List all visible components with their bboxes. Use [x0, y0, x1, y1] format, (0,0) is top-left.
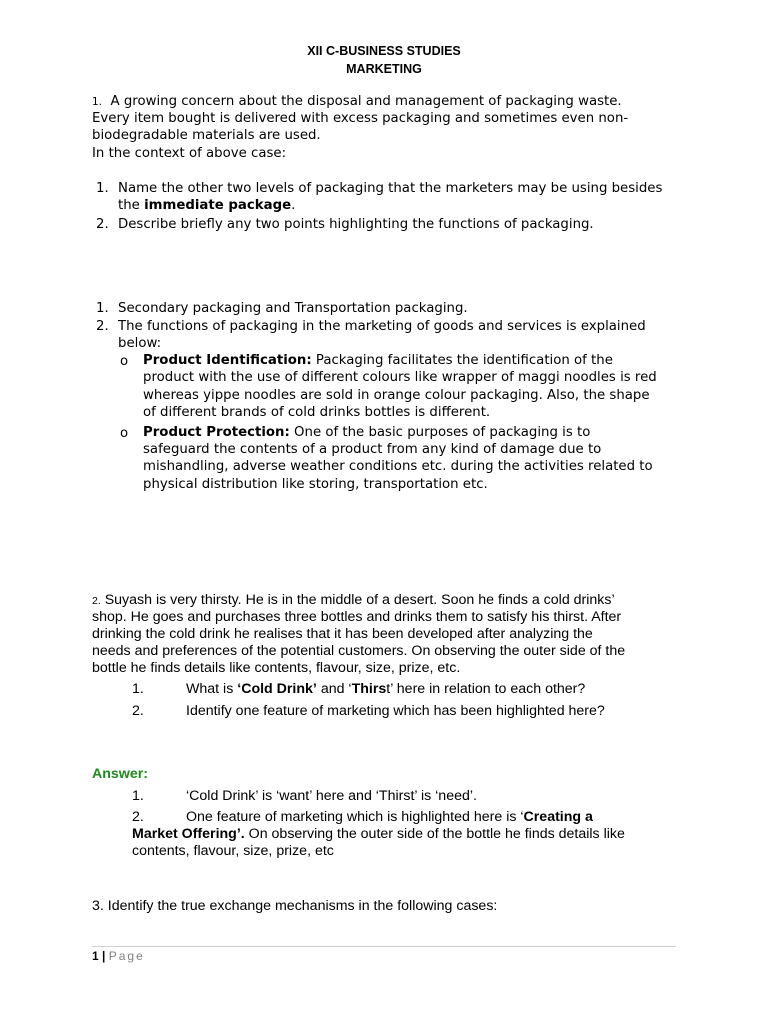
q1-intro-line-1: 1. A growing concern about the disposal and management of packaging waste.	[92, 94, 622, 109]
q1-number: 1.	[92, 96, 103, 108]
bullet-1-line-4: of different brands of cold drinks bottles is different.	[143, 405, 491, 420]
q1-question-2-line-1: Describe briefly any two points highlighting the functions of packaging.	[118, 217, 594, 232]
q2-line-3: drinking the cold drink he realises that it has been developed after analyzing the	[92, 626, 593, 642]
q2-answer-1-text: ‘Cold Drink’ is ‘want’ here and ‘Thirst’ is ‘need’.	[186, 788, 477, 804]
q1-intro-line-2: Every item bought is delivered with excess packaging and sometimes even non-	[92, 111, 629, 126]
footer-divider	[92, 946, 676, 947]
q2-line-2: shop. He goes and purchases three bottles and drinks them to satisfy his thirst. After	[92, 609, 622, 625]
q2-sub-1-text: What is ‘Cold Drink’ and ‘Thirst’ here in relation to each other?	[186, 681, 586, 697]
q1-answer-2-number: 2.	[96, 319, 109, 334]
product-identification-term: Product Identification:	[143, 353, 312, 368]
q1-question-1-number: 1.	[96, 181, 109, 196]
doc-title: XII C-BUSINESS STUDIES	[307, 44, 461, 58]
q2-sub-2-text: Identify one feature of marketing which has been highlighted here?	[186, 703, 605, 719]
q2-line-5: bottle he finds details like contents, flavour, size, prize, etc.	[92, 660, 461, 676]
page-footer	[92, 949, 145, 963]
bullet-1-line-2: product with the use of different colours like wrapper of maggi noodles is red	[143, 370, 657, 385]
doc-subtitle: MARKETING	[346, 62, 422, 76]
q2-answer-1-number: 1.	[132, 788, 144, 804]
immediate-package-term: immediate package	[144, 198, 292, 213]
bullet-icon: o	[120, 426, 129, 441]
product-protection-term: Product Protection:	[143, 425, 290, 440]
q1-question-2-number: 2.	[96, 217, 109, 232]
q2-line-4: needs and preferences of the potential customers. On observing the outer side of the	[92, 643, 626, 659]
q1-question-1-line-2: the immediate package.	[118, 198, 296, 213]
bullet-2-line-1: Product Protection: One of the basic purposes of packaging is to	[143, 425, 591, 440]
q3-text: 3. Identify the true exchange mechanisms in the following cases:	[92, 898, 498, 914]
q1-intro-line-4: In the context of above case:	[92, 146, 287, 161]
q1-answer-1-number: 1.	[96, 301, 109, 316]
q2-sub-2-number: 2.	[132, 703, 144, 719]
q1-intro-line-3: biodegradable materials are used.	[92, 128, 321, 143]
q2-line-1: 2. Suyash is very thirsty. He is in the middle of a desert. Soon he finds a cold drinks’	[92, 592, 615, 608]
bullet-2-line-2: safeguard the contents of a product from any kind of damage due to	[143, 442, 602, 457]
q1-answer-2-line-2: below:	[118, 336, 162, 351]
q2-answer-2-line-3: contents, flavour, size, prize, etc	[132, 843, 334, 859]
bullet-2-line-4: physical distribution like storing, transportation etc.	[143, 477, 488, 492]
q1-question-1-line-1: Name the other two levels of packaging that the marketers may be using besides	[118, 181, 663, 196]
q2-sub-1-number: 1.	[132, 681, 144, 697]
q2-answer-2-line-2: Market Offering’. On observing the outer side of the bottle he finds details like	[132, 826, 625, 842]
q2-answer-2-line-1: One feature of marketing which is highlighted here is ‘Creating a	[186, 809, 593, 825]
footer-separator: |	[102, 949, 106, 963]
q1-answer-2-line-1: The functions of packaging in the marketing of goods and services is explained	[118, 319, 646, 334]
bullet-1-line-3: whereas yippe noodles are sold in orange colour packaging. Also, the shape	[143, 388, 650, 403]
bullet-1-line-1: Product Identification: Packaging facilitates the identification of the	[143, 353, 613, 368]
q2-number: 2.	[92, 595, 101, 607]
page-label: Page	[108, 949, 145, 963]
page-number: 1	[92, 949, 99, 963]
bullet-icon: o	[120, 354, 129, 369]
q1-answer-1-line-1: Secondary packaging and Transportation packaging.	[118, 301, 468, 316]
market-offering-term: Market Offering’.	[132, 826, 245, 842]
answer-label: Answer:	[92, 766, 148, 782]
bullet-2-line-3: mishandling, adverse weather conditions etc. during the activities related to	[143, 459, 653, 474]
q2-answer-2-number: 2.	[132, 809, 144, 825]
